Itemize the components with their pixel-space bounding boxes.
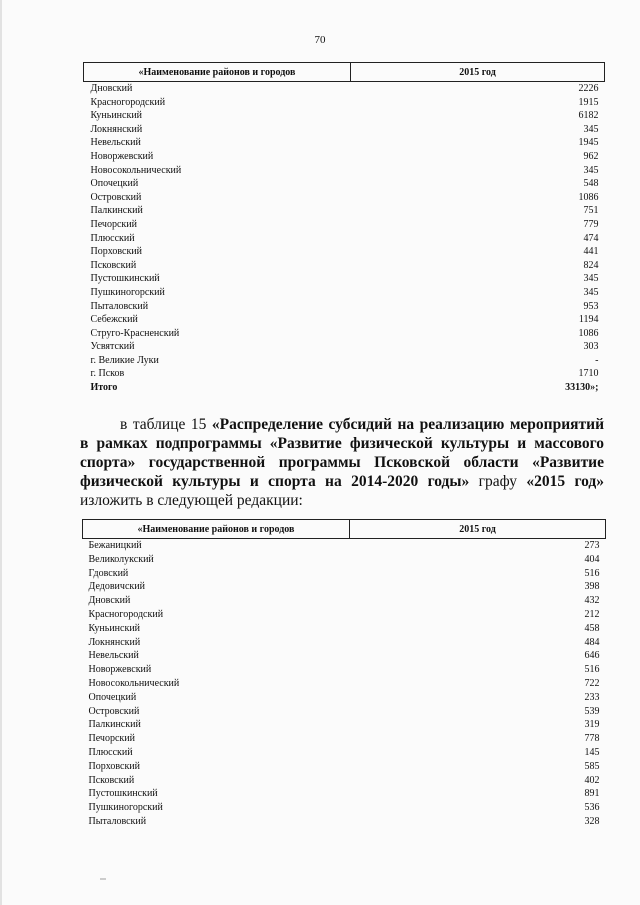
subsidy-value: 233 (584, 691, 600, 703)
district-name: Опочецкий (88, 691, 137, 703)
district-name: Опочецкий (90, 178, 139, 190)
subsidy-table-2 (82, 519, 606, 829)
column-header-name: «Наименование районов и городов (83, 520, 350, 539)
district-name: Себежский (90, 314, 138, 326)
table-row (84, 109, 605, 123)
table-row (83, 663, 606, 677)
column-header-year: 2015 год (351, 63, 605, 82)
table-row (83, 801, 606, 815)
district-name: Пустошкинский (90, 273, 160, 285)
table-row (84, 272, 605, 286)
district-name: Красногородский (88, 608, 164, 620)
subsidy-value: 398 (584, 581, 600, 593)
subsidy-value: 402 (584, 774, 600, 786)
district-name: Пыталовский (88, 815, 147, 827)
table-row (83, 815, 606, 829)
table-row (84, 367, 605, 381)
total-value: 33130»; (565, 382, 599, 394)
district-name: Новоржевский (88, 664, 152, 676)
subsidy-value: 441 (583, 246, 599, 258)
table-row (83, 539, 606, 553)
subsidy-value: 548 (583, 178, 599, 190)
subsidy-value: 273 (584, 540, 600, 551)
subsidy-value: 1915 (578, 96, 599, 108)
table-row (83, 787, 606, 801)
subsidy-value: 145 (584, 746, 600, 758)
subsidy-value: 2226 (578, 83, 599, 94)
district-name: Новоржевский (90, 150, 154, 162)
table-row (84, 191, 605, 205)
column-header-year: 2015 год (350, 520, 606, 539)
table-row (84, 177, 605, 191)
table-row (83, 774, 606, 788)
district-name: Палкинский (88, 719, 141, 731)
subsidy-value: 345 (583, 164, 599, 176)
table-row (83, 677, 606, 691)
table-row (83, 718, 606, 732)
table-row (84, 82, 605, 96)
district-name: Островский (90, 191, 142, 203)
district-name: Бежаницкий (88, 540, 142, 551)
table-row (83, 691, 606, 705)
subsidy-value: 778 (584, 733, 600, 745)
page-number: 70 (314, 34, 326, 46)
subsidy-value: 474 (583, 232, 599, 244)
district-name: Красногородский (90, 96, 166, 108)
scan-edge (0, 0, 2, 905)
table-row (83, 636, 606, 650)
district-name: Дновский (90, 83, 133, 94)
table-row (84, 218, 605, 232)
district-name: Псковский (90, 259, 137, 271)
table-body (84, 82, 605, 395)
district-name: Невельский (90, 137, 141, 149)
district-name: г. Псков (90, 368, 125, 380)
subsidy-value: 536 (584, 802, 600, 814)
district-name: Псковский (88, 774, 135, 786)
table-row (84, 123, 605, 137)
total-label: Итого (90, 382, 118, 394)
district-name: Дновский (88, 595, 131, 607)
subsidy-value: 646 (584, 650, 600, 662)
table-row (83, 580, 606, 594)
column-header-name: «Наименование районов и городов (84, 63, 351, 82)
subsidy-value: 458 (584, 622, 600, 634)
subsidy-value: 539 (584, 705, 600, 717)
district-name: Плюсский (90, 232, 135, 244)
district-name: Палкинский (90, 205, 143, 217)
amendment-paragraph (80, 415, 604, 510)
subsidy-value: 303 (583, 341, 599, 353)
district-name: Усвятский (90, 341, 135, 353)
subsidy-value: 516 (584, 567, 600, 579)
subsidy-value: 404 (584, 553, 600, 565)
subsidy-value: 891 (584, 788, 600, 800)
district-name: Дедовичский (88, 581, 145, 593)
district-name: Пушкиногорский (90, 286, 165, 298)
table-row (84, 164, 605, 178)
district-name: Новосокольнический (88, 677, 180, 689)
table-row (84, 340, 605, 354)
district-name: Плюсский (88, 746, 133, 758)
subsidy-value: 328 (584, 815, 600, 827)
subsidy-value: 345 (583, 273, 599, 285)
district-name: Пустошкинский (88, 788, 158, 800)
table-row (83, 608, 606, 622)
table-row (84, 327, 605, 341)
table-row (84, 150, 605, 164)
subsidy-value: 751 (583, 205, 599, 217)
subsidy-value: - (595, 354, 599, 366)
table-header-row (84, 63, 605, 82)
district-name: Гдовский (88, 567, 129, 579)
district-name: Локнянский (88, 636, 141, 648)
subsidy-value: 6182 (578, 110, 599, 122)
subsidy-value: 1194 (578, 314, 599, 326)
subsidy-value: 1086 (578, 191, 599, 203)
subsidy-value: 779 (583, 218, 599, 230)
table-row (83, 553, 606, 567)
district-name: Локнянский (90, 123, 143, 135)
table-row (83, 649, 606, 663)
district-name: Островский (88, 705, 140, 717)
subsidy-value: 1710 (578, 368, 599, 380)
district-name: Порховский (90, 246, 143, 258)
table-row (84, 300, 605, 314)
subsidy-value: 824 (583, 259, 599, 271)
district-name: Струго-Красненский (90, 327, 180, 339)
table-row (84, 313, 605, 327)
subsidy-value: 962 (583, 150, 599, 162)
subsidy-table-1 (83, 62, 605, 395)
district-name: Куньинский (90, 110, 143, 122)
district-name: Куньинский (88, 622, 141, 634)
subsidy-value: 432 (584, 595, 600, 607)
table-row (84, 245, 605, 259)
total-row (84, 381, 605, 395)
table-row (84, 232, 605, 246)
district-name: Пушкиногорский (88, 802, 163, 814)
table-row (83, 732, 606, 746)
scan-mark (100, 878, 106, 880)
table-row (84, 136, 605, 150)
district-name: Печорский (88, 733, 135, 745)
table-row (83, 705, 606, 719)
district-name: Великолукский (88, 553, 154, 565)
district-name: Новосокольнический (90, 164, 182, 176)
subsidy-value: 1086 (578, 327, 599, 339)
subsidy-value: 319 (584, 719, 600, 731)
table-body (83, 539, 606, 829)
table-row (83, 594, 606, 608)
subsidy-value: 484 (584, 636, 600, 648)
paragraph-text: графу (469, 473, 527, 490)
subsidy-value: 1945 (578, 137, 599, 149)
table-row (84, 204, 605, 218)
table-row (84, 354, 605, 368)
table-header-row (83, 520, 606, 539)
table-row (84, 96, 605, 110)
paragraph-bold-title: «Распределение субсидий на реализацию мероприятий в рамках подпрограммы «Развитие физической культуры и массового спорта» государственной программы Псковской области «Развитие физической культуры и спорта на 2014-2020 годы» (80, 416, 604, 490)
table-row (83, 746, 606, 760)
district-name: Печорский (90, 218, 137, 230)
table-row (83, 622, 606, 636)
district-name: г. Великие Луки (90, 354, 159, 366)
subsidy-value: 722 (584, 677, 600, 689)
subsidy-value: 345 (583, 123, 599, 135)
paragraph-text: в таблице 15 (120, 416, 212, 433)
subsidy-value: 345 (583, 286, 599, 298)
table-row (84, 259, 605, 273)
subsidy-value: 212 (584, 608, 600, 620)
district-name: Пыталовский (90, 300, 149, 312)
district-name: Невельский (88, 650, 139, 662)
table-row (84, 286, 605, 300)
subsidy-value: 953 (583, 300, 599, 312)
district-name: Порховский (88, 760, 141, 772)
table-row (83, 567, 606, 581)
paragraph-bold-column: «2015 год» (526, 473, 605, 490)
subsidy-value: 585 (584, 760, 600, 772)
subsidy-value: 516 (584, 664, 600, 676)
paragraph-text: изложить в следующей редакции: (80, 492, 303, 509)
table-row (83, 760, 606, 774)
